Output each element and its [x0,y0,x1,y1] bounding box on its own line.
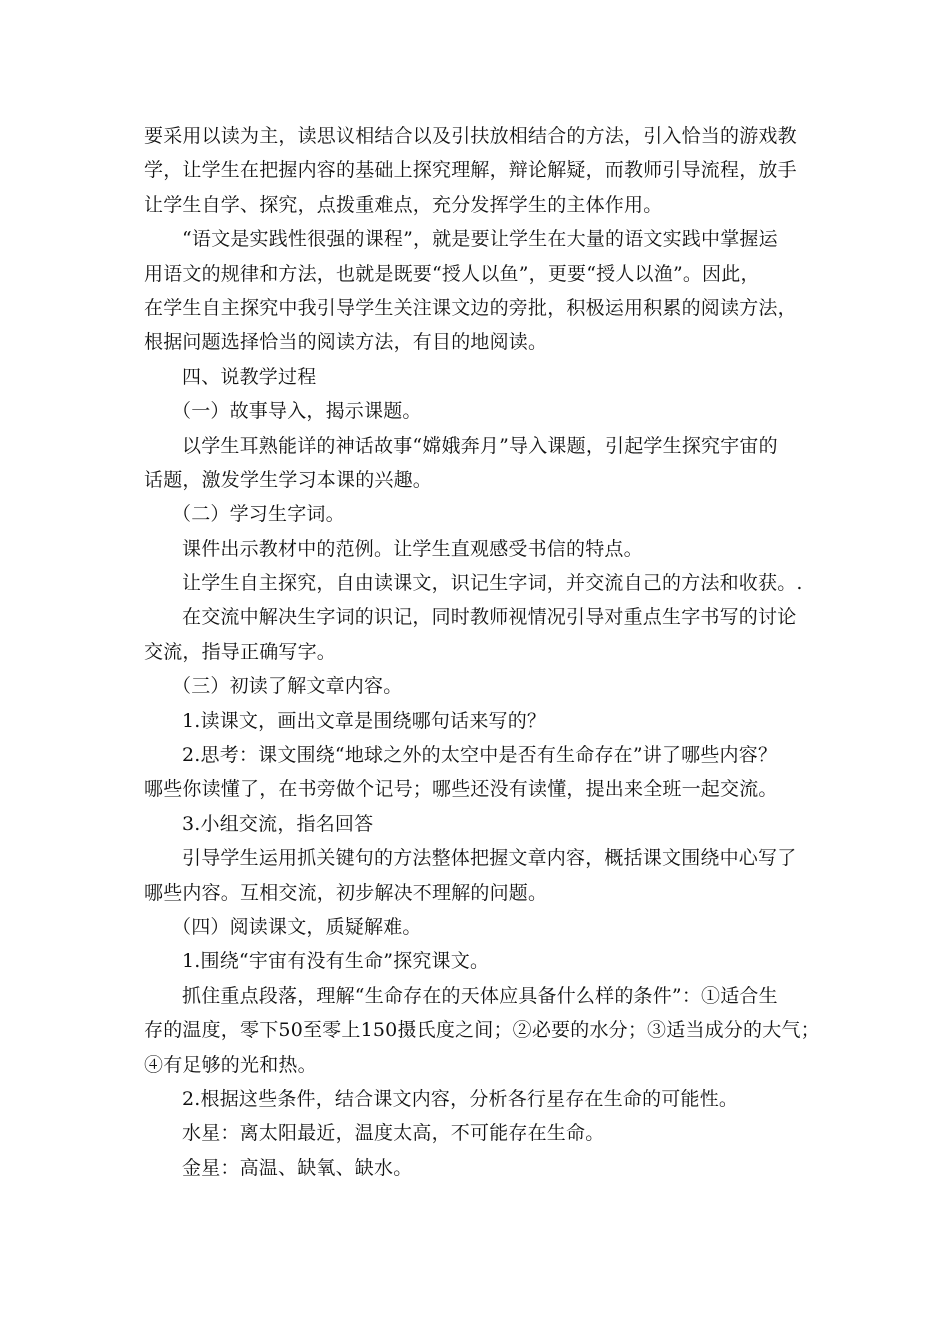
paragraph-line: 抓住重点段落，理解“生命存在的天体应具备什么样的条件”：①适合生 [182,984,778,1007]
paragraph-line: 根据问题选择恰当的阅读方法，有目的地阅读。 [144,331,548,354]
paragraph-line: 以学生耳熟能详的神话故事“嫦娥奔月”导入课题，引起学生探究宇宙的 [182,434,778,457]
section-heading: 四、说教学过程 [182,365,317,388]
paragraph-line: 课件出示教材中的范例。让学生直观感受书信的特点。 [182,537,643,560]
paragraph-line: ④有足够的光和热。 [144,1053,317,1076]
list-item: 1.读课文，画出文章是围绕哪句话来写的？ [182,709,547,732]
list-item: 2.思考：课文围绕“地球之外的太空中是否有生命存在”讲了哪些内容？ [182,744,778,767]
subsection-heading: （三）初读了解文章内容。 [172,675,403,698]
paragraph-line: 金星：高温、缺氧、缺水。 [182,1156,413,1179]
paragraph-line: 在学生自主探究中我引导学生关注课文边的旁批，积极运用积累的阅读方法， [144,296,797,319]
paragraph-line: 要采用以读为主，读思议相结合以及引扶放相结合的方法，引入恰当的游戏教 [144,125,797,147]
list-item: 2.根据这些条件，结合课文内容，分析各行星存在生命的可能性。 [182,1087,739,1110]
subsection-heading: （二）学习生字词。 [172,503,345,526]
paragraph-line: 水星：离太阳最近，温度太高，不可能存在生命。 [182,1122,605,1145]
paragraph-line: 让学生自主探究，自由读课文，识记生字词，并交流自己的方法和收获。. [182,572,803,595]
document-body [144,119,820,1185]
subsection-heading: （四）阅读课文，质疑解难。 [172,915,422,938]
paragraph-line: 哪些内容。互相交流，初步解决不理解的问题。 [144,881,548,904]
paragraph-line: 让学生自学、探究，点拨重难点，充分发挥学生的主体作用。 [144,193,663,216]
paragraph-line: 在交流中解决生字词的识记，同时教师视情况引导对重点生字书写的讨论 [182,606,797,629]
paragraph-line: 哪些你读懂了，在书旁做个记号；哪些还没有读懂，提出来全班一起交流。 [144,778,778,801]
list-item: 1.围绕“宇宙有没有生命”探究课文。 [182,950,490,973]
paragraph-line: 用语文的规律和方法，也就是既要“授人以鱼”，更要“授人以渔”。因此， [144,262,760,285]
paragraph-line: 引导学生运用抓关键句的方法整体把握文章内容，概括课文围绕中心写了 [182,847,797,870]
subsection-heading: （一）故事导入，揭示课题。 [172,400,422,423]
paragraph-line: 存的温度，零下50至零上150摄氏度之间；②必要的水分；③适当成分的大气； [144,1019,820,1042]
paragraph-line: 话题，激发学生学习本课的兴趣。 [144,468,433,491]
paragraph-line: 学，让学生在把握内容的基础上探究理解，辩论解疑，而教师引导流程，放手 [144,159,797,182]
paragraph-line: 交流，指导正确写字。 [144,640,337,663]
list-item: 3.小组交流，指名回答 [182,812,374,835]
paragraph-line: “语文是实践性很强的课程”，就是要让学生在大量的语文实践中掌握运 [182,228,778,251]
